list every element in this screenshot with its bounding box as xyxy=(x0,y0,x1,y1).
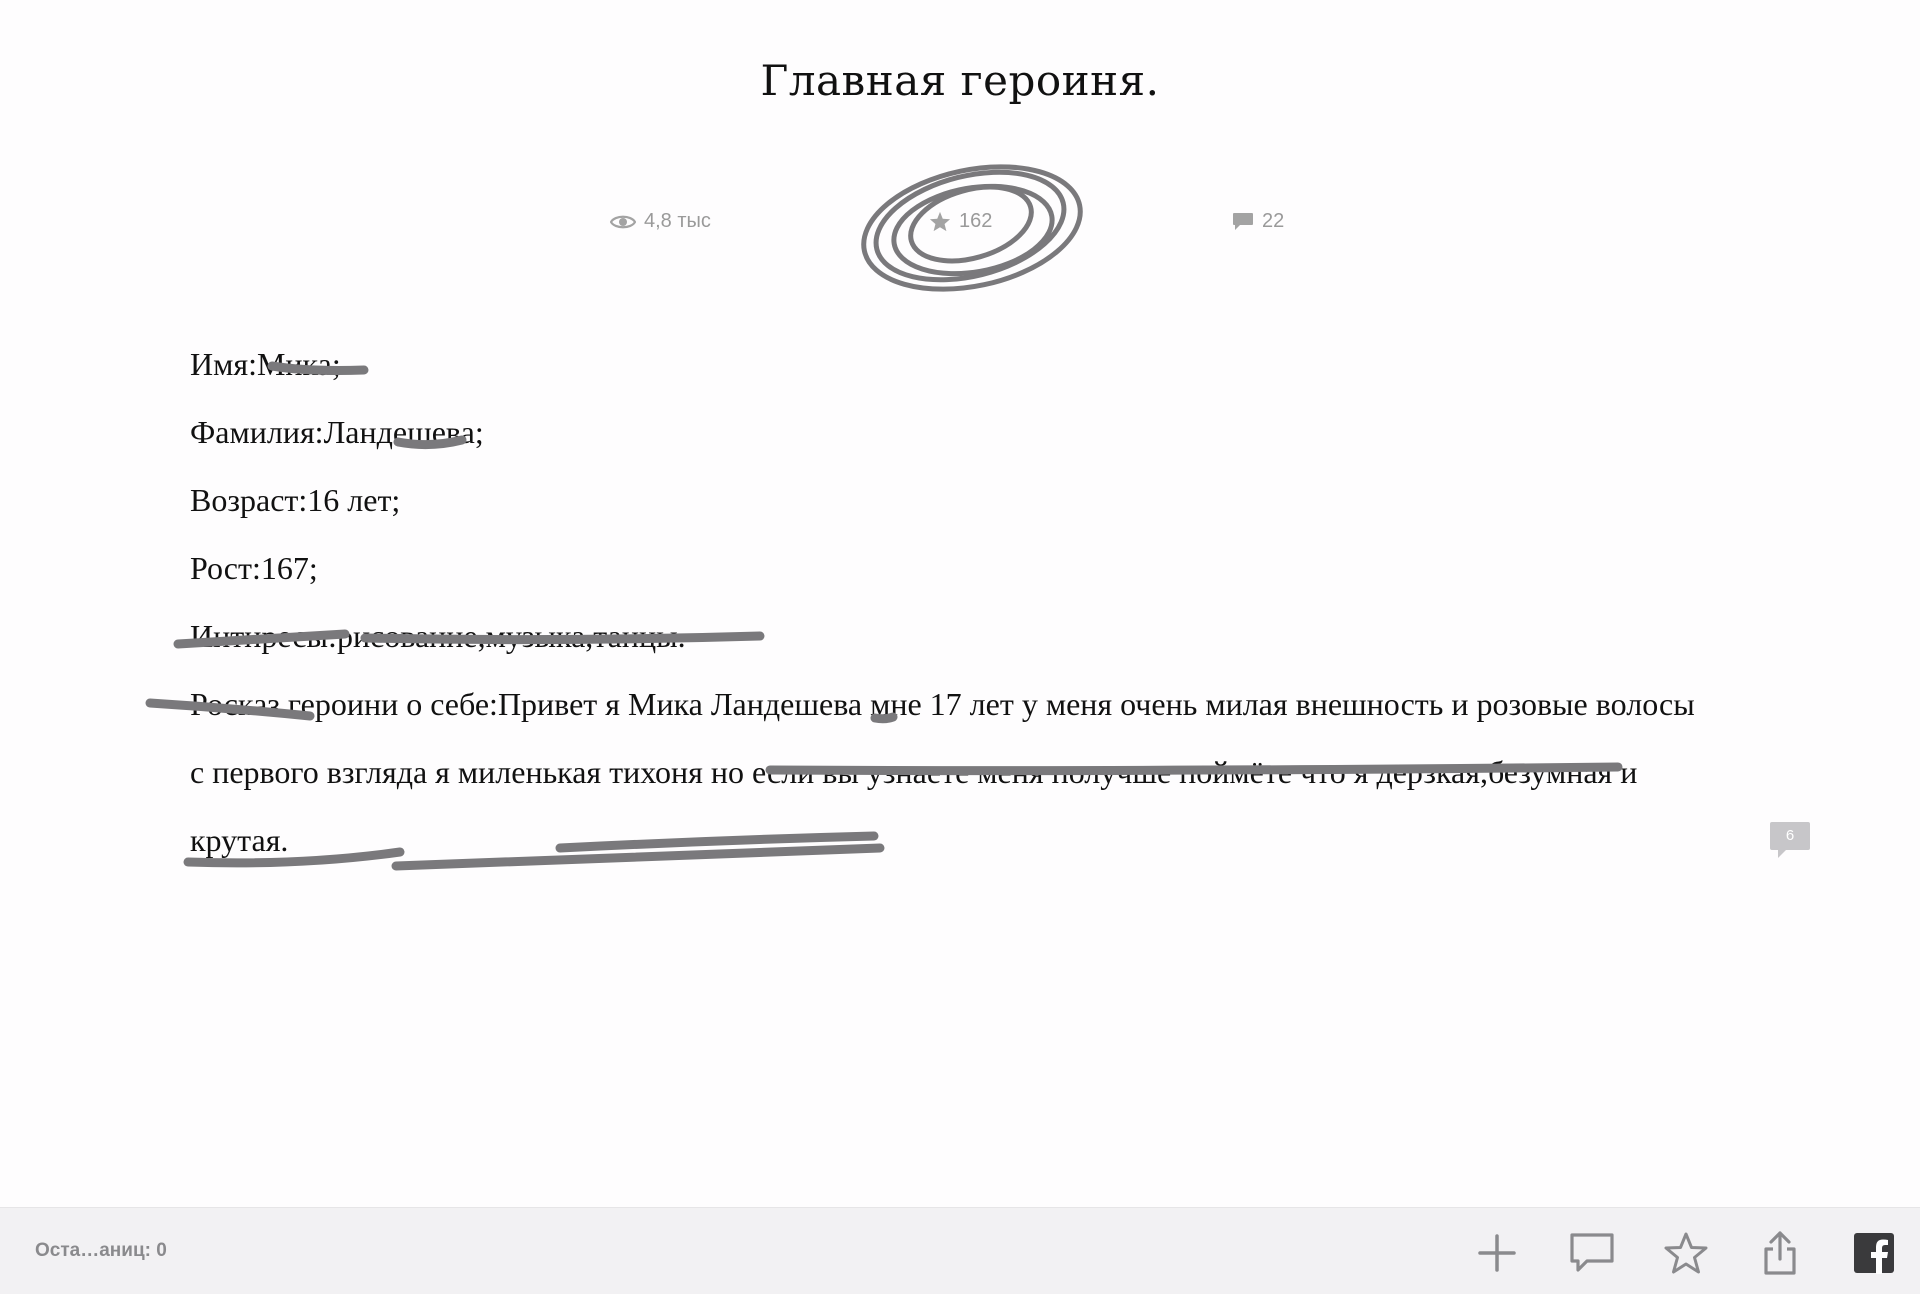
chapter-stats xyxy=(0,205,1920,245)
eye-icon xyxy=(610,213,636,231)
facebook-share-button[interactable] xyxy=(1849,1228,1899,1278)
share-icon xyxy=(1760,1229,1800,1277)
vote-button[interactable] xyxy=(1661,1228,1711,1278)
paragraph-story: Росказ героини о себе:Привет я Мика Ландешева мне 17 лет у меня очень милая внешность и розовые волосы с первого взгляда я миленькая тихоня но если вы узнаете меня получше поймёте что я дерзкая,безумная и крутая. xyxy=(190,686,1695,858)
pages-left-label: Оста…аниц: 0 xyxy=(35,1240,167,1261)
star-icon xyxy=(1663,1231,1709,1275)
comment-button[interactable] xyxy=(1567,1228,1617,1278)
speech-bubble-icon xyxy=(1232,212,1254,232)
facebook-icon xyxy=(1853,1232,1895,1274)
inline-comment-button[interactable] xyxy=(1768,820,1812,860)
comments-stat[interactable] xyxy=(1232,210,1284,233)
views-count: 4,8 тыс xyxy=(644,210,711,232)
paragraph-interests: Интиресы:рисование,музыка,танцы. xyxy=(190,618,686,654)
paragraph-age: Возраст:16 лет; xyxy=(190,482,401,518)
star-icon xyxy=(929,211,951,232)
chapter-title: Главная героиня. xyxy=(760,56,1160,105)
views-stat xyxy=(610,210,711,233)
comments-count: 22 xyxy=(1262,210,1285,232)
paragraph-surname: Фамилия:Ландешева; xyxy=(190,414,484,450)
paragraph-height: Рост:167; xyxy=(190,550,318,586)
chapter-text xyxy=(190,330,1710,874)
paragraph-name: Имя:Мика; xyxy=(190,346,341,382)
add-to-library-button[interactable] xyxy=(1472,1228,1522,1278)
inline-comment-count: 6 xyxy=(1785,827,1795,844)
votes-count: 162 xyxy=(959,210,993,232)
votes-stat[interactable] xyxy=(929,210,992,233)
comment-icon xyxy=(1569,1232,1615,1274)
share-button[interactable] xyxy=(1755,1228,1805,1278)
plus-icon xyxy=(1476,1232,1518,1274)
reader-toolbar xyxy=(0,1207,1920,1294)
